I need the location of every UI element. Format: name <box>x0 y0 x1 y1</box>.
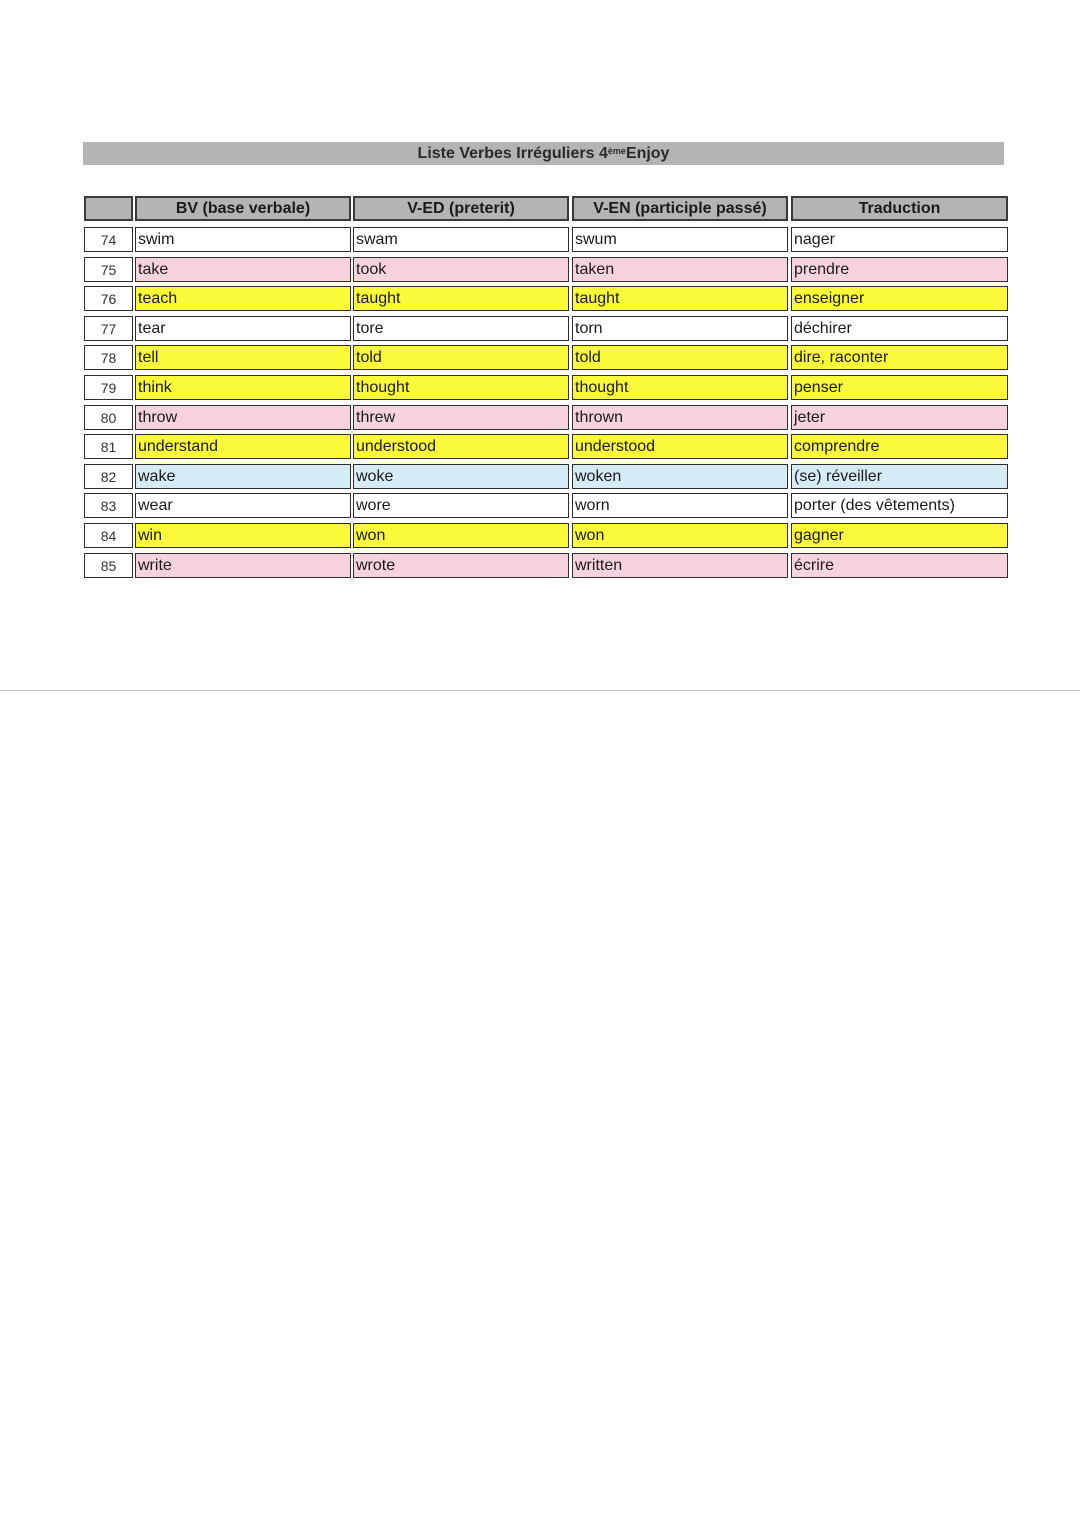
cell-past-participle: told <box>572 345 788 370</box>
cell-preterit: woke <box>353 464 569 489</box>
title-prefix: Liste Verbes Irréguliers 4 <box>417 144 608 162</box>
row-number: 81 <box>84 434 133 459</box>
title-superscript: ème <box>607 145 626 156</box>
header-number <box>84 196 133 221</box>
cell-translation: écrire <box>791 553 1008 578</box>
cell-translation: déchirer <box>791 316 1008 341</box>
table-row <box>84 227 1009 254</box>
cell-base-verb: think <box>135 375 351 400</box>
header-bv: BV (base verbale) <box>135 196 351 221</box>
cell-base-verb: wear <box>135 493 351 518</box>
table-row <box>84 375 1009 402</box>
cell-base-verb: tell <box>135 345 351 370</box>
cell-base-verb: tear <box>135 316 351 341</box>
cell-preterit: threw <box>353 405 569 430</box>
cell-base-verb: win <box>135 523 351 548</box>
page-divider <box>0 690 1080 691</box>
cell-preterit: won <box>353 523 569 548</box>
row-number: 80 <box>84 405 133 430</box>
cell-past-participle: taken <box>572 257 788 282</box>
table-row <box>84 257 1009 284</box>
header-ven: V-EN (participle passé) <box>572 196 788 221</box>
cell-translation: nager <box>791 227 1008 252</box>
row-number: 78 <box>84 345 133 370</box>
row-number: 74 <box>84 227 133 252</box>
table-row <box>84 464 1009 491</box>
cell-base-verb: understand <box>135 434 351 459</box>
row-number: 82 <box>84 464 133 489</box>
cell-past-participle: thought <box>572 375 788 400</box>
cell-base-verb: teach <box>135 286 351 311</box>
table-row <box>84 316 1009 343</box>
table-row <box>84 405 1009 432</box>
cell-translation: enseigner <box>791 286 1008 311</box>
cell-preterit: thought <box>353 375 569 400</box>
cell-past-participle: taught <box>572 286 788 311</box>
cell-preterit: swam <box>353 227 569 252</box>
cell-base-verb: take <box>135 257 351 282</box>
cell-translation: comprendre <box>791 434 1008 459</box>
row-number: 75 <box>84 257 133 282</box>
cell-past-participle: understood <box>572 434 788 459</box>
table-header-row <box>84 196 1009 223</box>
table-row <box>84 553 1009 580</box>
table-row <box>84 493 1009 520</box>
header-ved: V-ED (preterit) <box>353 196 569 221</box>
row-number: 76 <box>84 286 133 311</box>
cell-past-participle: thrown <box>572 405 788 430</box>
cell-translation: jeter <box>791 405 1008 430</box>
cell-base-verb: write <box>135 553 351 578</box>
cell-preterit: taught <box>353 286 569 311</box>
cell-preterit: understood <box>353 434 569 459</box>
cell-translation: porter (des vêtements) <box>791 493 1008 518</box>
header-traduction: Traduction <box>791 196 1008 221</box>
table-row <box>84 523 1009 550</box>
cell-past-participle: worn <box>572 493 788 518</box>
cell-translation: (se) réveiller <box>791 464 1008 489</box>
cell-past-participle: woken <box>572 464 788 489</box>
cell-past-participle: written <box>572 553 788 578</box>
cell-preterit: took <box>353 257 569 282</box>
row-number: 77 <box>84 316 133 341</box>
cell-past-participle: torn <box>572 316 788 341</box>
cell-preterit: wrote <box>353 553 569 578</box>
cell-past-participle: won <box>572 523 788 548</box>
cell-base-verb: swim <box>135 227 351 252</box>
cell-translation: penser <box>791 375 1008 400</box>
cell-translation: dire, raconter <box>791 345 1008 370</box>
row-number: 79 <box>84 375 133 400</box>
row-number: 85 <box>84 553 133 578</box>
cell-base-verb: wake <box>135 464 351 489</box>
cell-preterit: wore <box>353 493 569 518</box>
cell-preterit: told <box>353 345 569 370</box>
table-row <box>84 434 1009 461</box>
page-title <box>83 142 1004 165</box>
row-number: 84 <box>84 523 133 548</box>
table-row <box>84 286 1009 313</box>
row-number: 83 <box>84 493 133 518</box>
cell-translation: gagner <box>791 523 1008 548</box>
cell-base-verb: throw <box>135 405 351 430</box>
table-row <box>84 345 1009 372</box>
cell-preterit: tore <box>353 316 569 341</box>
cell-past-participle: swum <box>572 227 788 252</box>
cell-translation: prendre <box>791 257 1008 282</box>
title-suffix: Enjoy <box>625 144 670 162</box>
